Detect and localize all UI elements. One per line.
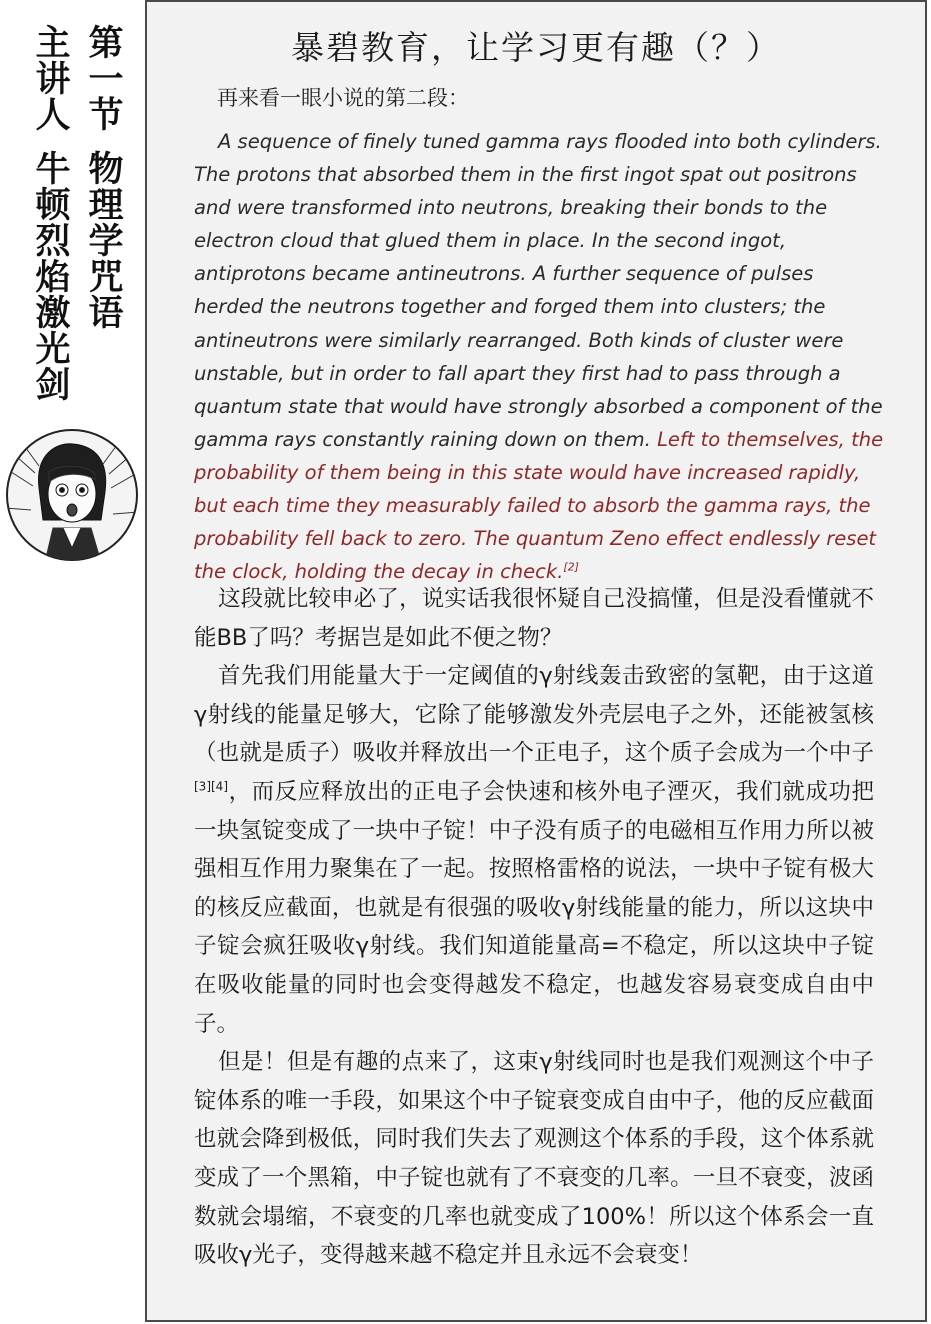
paragraph-2-start: 首先我们用能量大于一定阈值的γ射线轰击致密的氢靶，由于这道γ射线的能量足够大，它除了能够激发外壳层电子之外，还能被氢核（也就是质子）吸收并释放出一个正电子，这个质子会成为一个中子 xyxy=(194,663,874,767)
paragraph-2-reference: [3][4] xyxy=(194,779,228,794)
speaker-name: 牛顿烈焰激光剑 xyxy=(30,150,70,402)
commentary xyxy=(194,580,874,1275)
intro-line: 再来看一眼小说的第二段： xyxy=(217,86,469,110)
quote-reference: [2] xyxy=(563,560,579,574)
cartoon-avatar-illustration xyxy=(5,428,139,562)
paragraph-2 xyxy=(194,657,874,1043)
speaker-heading xyxy=(30,24,70,402)
quote-highlight: Left to themselves, the probability of them being in this state would have increased rapidly, but each time they measurably failed to absorb the gamma rays, the probability fell back to zero. The quantum Zeno effect endlessly reset the clock, holding the decay in check. xyxy=(194,427,884,584)
section-topic: 物理学咒语 xyxy=(83,150,123,330)
paragraph-3: 但是！但是有趣的点来了，这束γ射线同时也是我们观测这个中子锭体系的唯一手段，如果这个中子锭衰变成自由中子，他的反应截面也就会降到极低，同时我们失去了观测这个体系的手段，这个体系就变成了一个黑箱，中子锭也就有了不衰变的几率。一旦不衰变，波函数就会塌缩，不衰变的几率也就变成了100%！所以这个体系会一直吸收γ光子，变得越来越不稳定并且永远不会衰变！ xyxy=(194,1049,874,1269)
paragraph-2-rest: ，而反应释放出的正电子会快速和核外电子湮灭，我们就成功把一块氢锭变成了一块中子锭！中子没有质子的电磁相互作用力所以被强相互作用力聚集在了一起。按照格雷格的说法，一块中子锭有极大的核反应截面，也就是有很强的吸收γ射线能量的能力，所以这块中子锭会疯狂吸收γ射线。我们知道能量高=不稳定，所以这块中子锭在吸收能量的同时也会变得越发不稳定，也越发容易衰变成自由中子。 xyxy=(194,778,874,1037)
sidebar xyxy=(0,0,146,1324)
section-number: 第一节 xyxy=(83,24,123,132)
speaker-label: 主讲人 xyxy=(30,24,70,132)
novel-quote xyxy=(194,125,884,588)
page-title: 暴碧教育，让学习更有趣（？） xyxy=(291,28,781,67)
paragraph-1: 这段就比较申必了，说实话我很怀疑自己没搞懂，但是没看懂就不能BB了吗？考据岂是如此不便之物？ xyxy=(194,586,874,651)
section-heading xyxy=(83,24,123,330)
quote-text: A sequence of finely tuned gamma rays flooded into both cylinders. The protons that absorbed them in the first ingot spat out positrons and were transformed into neutrons, breaking their bonds to the electron cloud that glued them in place. In the second ingot, antiprotons became antineutrons. A further sequence of pulses herded the neutrons together and forged them into clusters; the antineutrons were similarly rearranged. Both kinds of cluster were unstable, but in order to fall apart they first had to pass through a quantum state that would have strongly absorbed a component of the gamma rays constantly raining down on them. xyxy=(194,130,883,451)
content-panel xyxy=(145,0,927,1322)
